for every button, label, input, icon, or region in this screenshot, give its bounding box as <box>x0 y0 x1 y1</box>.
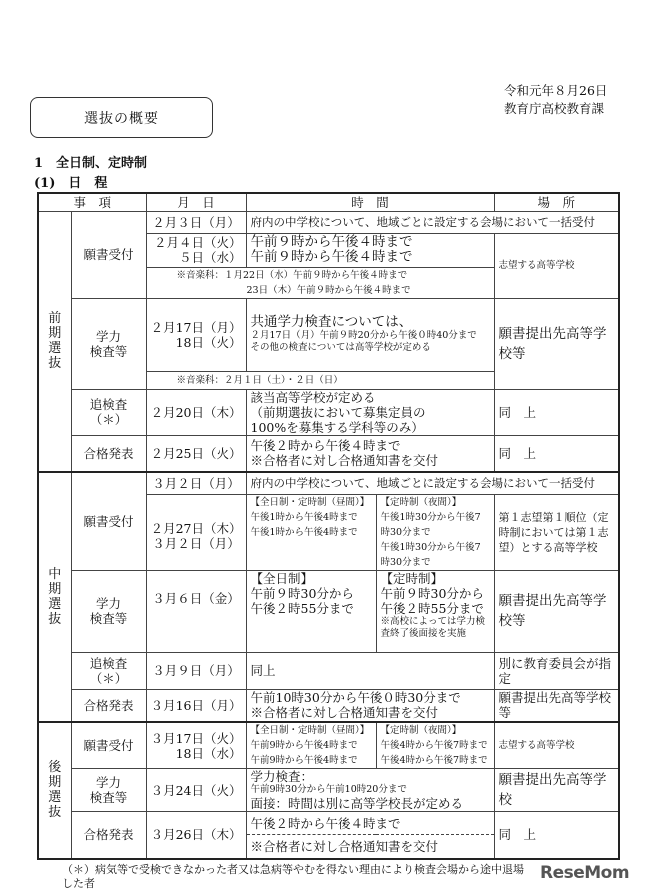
time-cell: 学力検査： 午前9時30分から午前10時20分まで 面接：時間は別に高等学校長が定める <box>246 769 494 812</box>
item-label: 願書受付 <box>71 211 146 298</box>
header-time: 時 間 <box>246 193 494 211</box>
table-row <box>38 769 619 812</box>
date-cell: ３月24日（火） <box>146 769 246 812</box>
place-cell: 第１志望第１順位（定時制においては第１志望）とする高等学校 <box>494 494 619 570</box>
date-cell: ２月20日（木） <box>146 389 246 435</box>
footnote: （＊）病気等で受検できなかった者又は急病等やむを得ない理由により検査会場から途中退場した者 <box>62 862 524 890</box>
date-cell: ３月２日（月） <box>146 472 246 494</box>
table-row <box>38 472 619 494</box>
time-cell-night: 【定時制】 午前９時30分から 午後２時55分まで ※高校によっては学力検査終了後面接を実施 <box>376 570 494 652</box>
time-cell: 午後２時から午後４時まで ※合格者に対し合格通知書を交付 <box>246 435 494 472</box>
place-cell: 同 上 <box>494 435 619 472</box>
footer-row <box>37 863 647 891</box>
group-chuki: 中 期 選 抜 <box>38 472 71 722</box>
group-zenki: 前 期 選 抜 <box>38 211 71 472</box>
place-cell: 志望する高等学校 <box>494 722 619 769</box>
place-cell: 別に教育委員会が指定 <box>494 652 619 689</box>
item-label: 追検査 （＊） <box>71 652 146 689</box>
time-cell: 同上 <box>246 652 494 689</box>
table-row <box>38 211 619 233</box>
date-cell: ２月27日（木） ３月２日（月） <box>146 494 246 570</box>
date-cell: ３月６日（金） <box>146 570 246 652</box>
place-cell: 同 上 <box>494 389 619 435</box>
time-cell: 府内の中学校について、地域ごとに設定する会場において一括受付 <box>246 211 619 233</box>
time-cell: 府内の中学校について、地域ごとに設定する会場において一括受付 <box>246 472 619 494</box>
table-row <box>38 812 619 835</box>
item-label: 願書受付 <box>71 472 146 570</box>
item-label: 合格発表 <box>71 435 146 472</box>
table-row <box>38 389 619 435</box>
section-heading: 1 全日制、定時制 <box>34 156 148 171</box>
schedule-section <box>37 192 647 891</box>
time-cell-fulltime: 【全日制・定時制（昼間）】 午前9時から午後4時まで 午前9時から午後4時まで <box>246 722 376 769</box>
time-cell: 午前９時から午後４時まで 午前９時から午後４時まで <box>246 233 494 267</box>
item-label: 願書受付 <box>71 722 146 769</box>
header-date: 月 日 <box>146 193 246 211</box>
place-cell: 願書提出先高等学校等 <box>494 570 619 652</box>
item-label: 合格発表 <box>71 689 146 722</box>
table-row <box>38 570 619 652</box>
item-label: 学力 検査等 <box>71 298 146 389</box>
place-cell: 同 上 <box>494 812 619 859</box>
time-cell: 午後２時から午後４時まで <box>246 812 494 835</box>
item-label: 学力 検査等 <box>71 769 146 812</box>
department: 教育庁高校教育課 <box>504 101 605 116</box>
document-date: 令和元年８月26日 <box>504 83 608 98</box>
header-item: 事 項 <box>38 193 146 211</box>
date-cell: ２月25日（火） <box>146 435 246 472</box>
time-cell-night: 【定時制（夜間）】 午後4時から午後7時まで 午後4時から午後7時まで <box>376 722 494 769</box>
time-cell-fulltime: 【全日制】 午前９時30分から 午後２時55分まで <box>246 570 376 652</box>
subsection-heading: (1) 日 程 <box>34 176 108 191</box>
table-row <box>38 689 619 722</box>
table-row <box>38 298 619 371</box>
group-koki: 後 期 選 抜 <box>38 722 71 859</box>
date-cell: ２月４日（火） ５日（水） <box>146 233 246 267</box>
time-cell: ※合格者に対し合格通知書を交付 <box>246 835 494 859</box>
table-header-row <box>38 193 619 211</box>
header-place: 場 所 <box>494 193 619 211</box>
item-label: 追検査 （＊） <box>71 389 146 435</box>
date-cell: ２月３日（月） <box>146 211 246 233</box>
date-cell: ３月16日（月） <box>146 689 246 722</box>
place-cell: 願書提出先高等学校等 <box>494 689 619 722</box>
place-cell: 願書提出先高等学校 <box>494 769 619 812</box>
place-cell: 願書提出先高等学校等 <box>494 298 619 389</box>
time-cell-fulltime: 【全日制・定時制（昼間）】 午後1時から午後4時まで 午後1時から午後4時まで <box>246 494 376 570</box>
document-title: 選抜の概要 <box>30 97 213 138</box>
date-cell: ２月17日（月） 18日（火） <box>146 298 246 371</box>
table-row <box>38 435 619 472</box>
table-row <box>38 652 619 689</box>
date-cell: ３月26日（木） <box>146 812 246 859</box>
time-cell: 共通学力検査については、 ２月17日（月）午前９時20分から午後０時40分まで その他の検査については高等学校が定める <box>246 298 494 371</box>
time-cell: 該当高等学校が定める （前期選抜において募集定員の 100%を募集する学科等のみ） <box>246 389 494 435</box>
table-row <box>38 722 619 769</box>
resemom-logo: ReseMom <box>540 862 630 883</box>
music-note: ※音楽科：１月22日（水）午前９時から午後４時まで 23日（木）午前９時から午後４時まで <box>146 267 494 298</box>
date-cell: ３月９日（月） <box>146 652 246 689</box>
date-cell: ３月17日（火） 18日（水） <box>146 722 246 769</box>
time-cell-night: 【定時制（夜間）】 午後1時30分から午後7時30分まで 午後1時30分から午後7時30分まで <box>376 494 494 570</box>
music-note: ※音楽科：２月１日（土）・２日（日） <box>146 371 494 389</box>
schedule-table <box>37 192 620 860</box>
place-cell: 志望する高等学校 <box>494 233 619 298</box>
item-label: 合格発表 <box>71 812 146 859</box>
time-cell: 午前10時30分から午後０時30分まで ※合格者に対し合格通知書を交付 <box>246 689 494 722</box>
item-label: 学力 検査等 <box>71 570 146 652</box>
document-date-block <box>504 82 607 118</box>
